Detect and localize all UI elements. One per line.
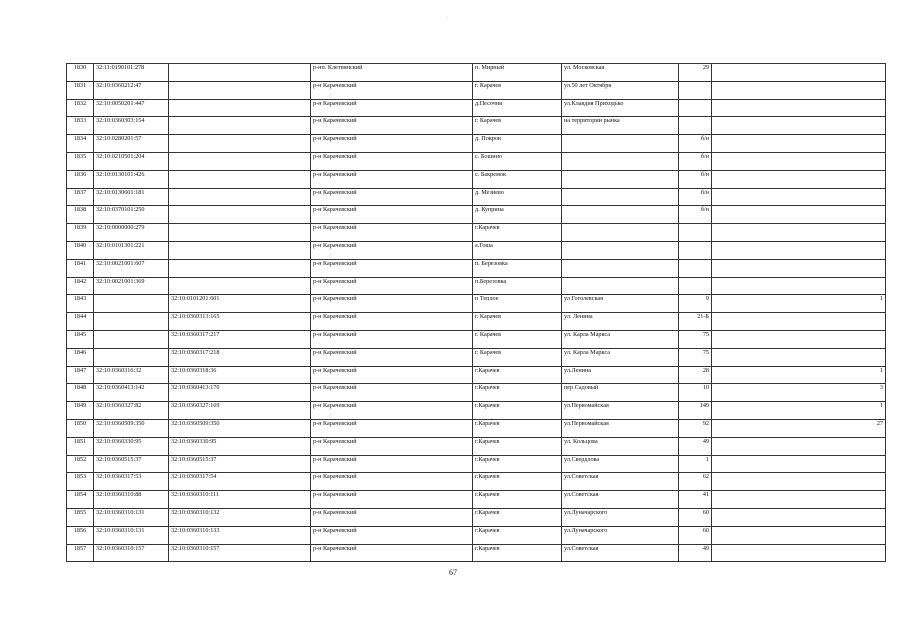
district-cell: р-н Карачевский [311, 384, 473, 402]
house-number-cell: 60 [679, 508, 712, 526]
apartment-cell: 3 [712, 384, 886, 402]
settlement-cell: г.Карачев [473, 419, 562, 437]
street-cell: ул.Свердлова [562, 455, 679, 473]
settlement-cell: д.Песочня [473, 99, 562, 117]
street-cell [562, 188, 679, 206]
row-number-cell: 1844 [67, 313, 94, 331]
row-number-cell: 1838 [67, 206, 94, 224]
house-number-cell: 75 [679, 348, 712, 366]
house-number-cell: 1 [679, 455, 712, 473]
table-row [67, 473, 886, 491]
settlement-cell: г.Карачев [473, 402, 562, 420]
street-cell: ул. Карла Маркса [562, 348, 679, 366]
registry-table-body [67, 64, 886, 562]
cadastral-number-cell: 32:10:0280201:57 [94, 135, 169, 153]
settlement-cell: д. Покров [473, 135, 562, 153]
cadastral-number-cell: 32:10:0360303:154 [94, 117, 169, 135]
district-cell: р-нп. Клетнянский [311, 64, 473, 82]
settlement-cell: г.Карачев [473, 224, 562, 242]
cadastral-number-cell: 32:10:0360310:131 [94, 526, 169, 544]
apartment-cell: 1 [712, 366, 886, 384]
street-cell: ул.Ленина [562, 366, 679, 384]
row-number-cell: 1843 [67, 295, 94, 313]
district-cell: р-н Карачевский [311, 224, 473, 242]
apartment-cell [712, 330, 886, 348]
apartment-cell [712, 277, 886, 295]
district-cell: р-н Карачевский [311, 81, 473, 99]
street-cell: на территории рынка [562, 117, 679, 135]
cadastral-number-cell: 32:10:0130601:181 [94, 188, 169, 206]
house-number-cell [679, 277, 712, 295]
table-row [67, 402, 886, 420]
district-cell: р-н Карачевский [311, 348, 473, 366]
district-cell: р-н Карачевский [311, 544, 473, 562]
street-cell [562, 206, 679, 224]
cadastral-number-cell: 32:10:0210501:204 [94, 152, 169, 170]
object-cadastral-number-cell: 32:10:0360310:157 [169, 544, 311, 562]
object-cadastral-number-cell [169, 64, 311, 82]
street-cell: ул.Луначарского [562, 508, 679, 526]
settlement-cell: г. Карачев [473, 117, 562, 135]
district-cell: р-н Карачевский [311, 366, 473, 384]
street-cell: ул.Клавдия Приходько [562, 99, 679, 117]
district-cell: р-н Карачевский [311, 402, 473, 420]
apartment-cell [712, 437, 886, 455]
apartment-cell [712, 241, 886, 259]
district-cell: р-н Карачевский [311, 135, 473, 153]
settlement-cell: г. Карачев [473, 313, 562, 331]
settlement-cell: г.Карачев [473, 455, 562, 473]
house-number-cell: 41 [679, 491, 712, 509]
street-cell [562, 259, 679, 277]
object-cadastral-number-cell: 32:10:0360515:37 [169, 455, 311, 473]
row-number-cell: 1840 [67, 241, 94, 259]
cadastral-number-cell: 32:10:0130101:426 [94, 170, 169, 188]
object-cadastral-number-cell [169, 152, 311, 170]
district-cell: р-н Карачевский [311, 188, 473, 206]
apartment-cell [712, 491, 886, 509]
object-cadastral-number-cell [169, 277, 311, 295]
table-row [67, 455, 886, 473]
district-cell: р-н Карачевский [311, 241, 473, 259]
street-cell: ул. Ленина [562, 313, 679, 331]
cadastral-number-cell: 32:10:0360509:350 [94, 419, 169, 437]
street-cell: ул.Советская [562, 544, 679, 562]
apartment-cell [712, 526, 886, 544]
street-cell: ул Гоголевская [562, 295, 679, 313]
table-row [67, 224, 886, 242]
apartment-cell [712, 224, 886, 242]
settlement-cell: г.Карачев [473, 526, 562, 544]
street-cell [562, 152, 679, 170]
registry-table [66, 63, 886, 562]
table-row [67, 64, 886, 82]
apartment-cell [712, 259, 886, 277]
street-cell: ул. Кольцова [562, 437, 679, 455]
apartment-cell [712, 64, 886, 82]
street-cell: ул. Карла Маркса [562, 330, 679, 348]
row-number-cell: 1846 [67, 348, 94, 366]
row-number-cell: 1850 [67, 419, 94, 437]
table-row [67, 526, 886, 544]
object-cadastral-number-cell: 32:10:0360310:132 [169, 508, 311, 526]
object-cadastral-number-cell: 32:10:0360317:54 [169, 473, 311, 491]
apartment-cell [712, 473, 886, 491]
settlement-cell: п.Березовка [473, 277, 562, 295]
cadastral-number-cell: 32:10:0101301:221 [94, 241, 169, 259]
house-number-cell [679, 99, 712, 117]
object-cadastral-number-cell: 32:10:0360318:36 [169, 366, 311, 384]
object-cadastral-number-cell: 32:10:0360509:350 [169, 419, 311, 437]
apartment-cell [712, 135, 886, 153]
table-row [67, 117, 886, 135]
house-number-cell: 62 [679, 473, 712, 491]
house-number-cell: 149 [679, 402, 712, 420]
district-cell: р-н Карачевский [311, 170, 473, 188]
table-row [67, 241, 886, 259]
settlement-cell: г. Карачев [473, 330, 562, 348]
house-number-cell: 9 [679, 295, 712, 313]
object-cadastral-number-cell: 32:10:0360413:170 [169, 384, 311, 402]
settlement-cell: г.Карачев [473, 491, 562, 509]
street-cell [562, 241, 679, 259]
cadastral-number-cell: 32:10:0360317:53 [94, 473, 169, 491]
object-cadastral-number-cell [169, 259, 311, 277]
house-number-cell: б/н [679, 135, 712, 153]
row-number-cell: 1831 [67, 81, 94, 99]
cadastral-number-cell [94, 348, 169, 366]
apartment-cell [712, 206, 886, 224]
district-cell: р-н Карачевский [311, 508, 473, 526]
apartment-cell [712, 348, 886, 366]
row-number-cell: 1830 [67, 64, 94, 82]
house-number-cell: 49 [679, 544, 712, 562]
object-cadastral-number-cell [169, 224, 311, 242]
settlement-cell: г. Карачев [473, 81, 562, 99]
row-number-cell: 1849 [67, 402, 94, 420]
settlement-cell: а.Гоша [473, 241, 562, 259]
table-row [67, 277, 886, 295]
cadastral-number-cell: 32:10:0360330:95 [94, 437, 169, 455]
cadastral-number-cell [94, 313, 169, 331]
cadastral-number-cell: 32:10:0360327:82 [94, 402, 169, 420]
object-cadastral-number-cell [169, 135, 311, 153]
street-cell: ул.Советская [562, 491, 679, 509]
apartment-cell [712, 188, 886, 206]
row-number-cell: 1832 [67, 99, 94, 117]
street-cell: пер.Садовый [562, 384, 679, 402]
cadastral-number-cell [94, 295, 169, 313]
table-row [67, 295, 886, 313]
table-row [67, 491, 886, 509]
table-row [67, 135, 886, 153]
cadastral-number-cell: 32:10:0360212:47 [94, 81, 169, 99]
cadastral-number-cell: 32:10:0360310:88 [94, 491, 169, 509]
apartment-cell [712, 117, 886, 135]
street-cell [562, 277, 679, 295]
settlement-cell: г.Карачев [473, 384, 562, 402]
district-cell: р-н Карачевский [311, 152, 473, 170]
object-cadastral-number-cell [169, 170, 311, 188]
district-cell: р-н Карачевский [311, 419, 473, 437]
row-number-cell: 1845 [67, 330, 94, 348]
settlement-cell: с. Бакремок [473, 170, 562, 188]
settlement-cell: г. Карачев [473, 348, 562, 366]
object-cadastral-number-cell [169, 206, 311, 224]
table-row [67, 366, 886, 384]
table-row [67, 313, 886, 331]
house-number-cell: 10 [679, 384, 712, 402]
apartment-cell [712, 508, 886, 526]
table-row [67, 348, 886, 366]
object-cadastral-number-cell: 32:10:0360310:111 [169, 491, 311, 509]
district-cell: р-н Карачевский [311, 259, 473, 277]
cadastral-number-cell [94, 330, 169, 348]
object-cadastral-number-cell [169, 188, 311, 206]
apartment-cell [712, 455, 886, 473]
cadastral-number-cell: 32:10:0370101:250 [94, 206, 169, 224]
settlement-cell: г.Карачев [473, 366, 562, 384]
table-row [67, 81, 886, 99]
table-row [67, 259, 886, 277]
street-cell: ул.Первомайская [562, 402, 679, 420]
table-row [67, 384, 886, 402]
settlement-cell: г.Карачев [473, 544, 562, 562]
apartment-cell: 1 [712, 402, 886, 420]
house-number-cell: б/н [679, 188, 712, 206]
settlement-cell: п. Березовка [473, 259, 562, 277]
settlement-cell: г.Карачев [473, 437, 562, 455]
district-cell: р-н Карачевский [311, 117, 473, 135]
apartment-cell [712, 99, 886, 117]
cadastral-number-cell: 32:10:0000000:279 [94, 224, 169, 242]
apartment-cell: 27 [712, 419, 886, 437]
cadastral-number-cell: 32:10:0050201:447 [94, 99, 169, 117]
cadastral-number-cell: 32:10:0360515:37 [94, 455, 169, 473]
table-row [67, 170, 886, 188]
apartment-cell: 1 [712, 295, 886, 313]
row-number-cell: 1847 [67, 366, 94, 384]
settlement-cell: д. Мезиево [473, 188, 562, 206]
table-row [67, 508, 886, 526]
row-number-cell: 1839 [67, 224, 94, 242]
house-number-cell: 60 [679, 526, 712, 544]
row-number-cell: 1837 [67, 188, 94, 206]
top-mark: . [446, 14, 448, 20]
house-number-cell: 21-Б [679, 313, 712, 331]
table-row [67, 152, 886, 170]
settlement-cell: п. Мирный [473, 64, 562, 82]
row-number-cell: 1851 [67, 437, 94, 455]
object-cadastral-number-cell [169, 81, 311, 99]
house-number-cell: б/н [679, 152, 712, 170]
house-number-cell: 75 [679, 330, 712, 348]
house-number-cell [679, 259, 712, 277]
object-cadastral-number-cell [169, 117, 311, 135]
house-number-cell: б/н [679, 206, 712, 224]
district-cell: р-н Карачевский [311, 330, 473, 348]
cadastral-number-cell: 32:10:0360413:142 [94, 384, 169, 402]
settlement-cell: г.Карачев [473, 473, 562, 491]
street-cell: ул. Московская [562, 64, 679, 82]
street-cell: ул.Советская [562, 473, 679, 491]
row-number-cell: 1835 [67, 152, 94, 170]
district-cell: р-н Карачевский [311, 99, 473, 117]
apartment-cell [712, 152, 886, 170]
row-number-cell: 1857 [67, 544, 94, 562]
street-cell: ул.Первомайская [562, 419, 679, 437]
cadastral-number-cell: 32:10:0021001:369 [94, 277, 169, 295]
street-cell: ул.Луначарского [562, 526, 679, 544]
apartment-cell [712, 313, 886, 331]
settlement-cell: г.Карачев [473, 508, 562, 526]
district-cell: р-н Карачевский [311, 277, 473, 295]
apartment-cell [712, 81, 886, 99]
house-number-cell: 92 [679, 419, 712, 437]
row-number-cell: 1848 [67, 384, 94, 402]
row-number-cell: 1836 [67, 170, 94, 188]
house-number-cell: 29 [679, 64, 712, 82]
page-number: 67 [449, 568, 457, 577]
row-number-cell: 1856 [67, 526, 94, 544]
object-cadastral-number-cell: 32:10:0101201:601 [169, 295, 311, 313]
row-number-cell: 1841 [67, 259, 94, 277]
object-cadastral-number-cell [169, 99, 311, 117]
row-number-cell: 1852 [67, 455, 94, 473]
object-cadastral-number-cell: 32:10:0360330:95 [169, 437, 311, 455]
table-row [67, 206, 886, 224]
table-row [67, 437, 886, 455]
district-cell: р-н Карачевский [311, 473, 473, 491]
settlement-cell: с. Бошино [473, 152, 562, 170]
row-number-cell: 1842 [67, 277, 94, 295]
object-cadastral-number-cell [169, 241, 311, 259]
district-cell: р-н Карачевский [311, 526, 473, 544]
house-number-cell: б/н [679, 170, 712, 188]
table-row [67, 188, 886, 206]
table-row [67, 419, 886, 437]
district-cell: р-н Карачевский [311, 455, 473, 473]
house-number-cell [679, 117, 712, 135]
house-number-cell [679, 81, 712, 99]
object-cadastral-number-cell: 32:10:0360317:217 [169, 330, 311, 348]
street-cell: ул.50 лет Октября [562, 81, 679, 99]
object-cadastral-number-cell: 32:10:0360327:169 [169, 402, 311, 420]
settlement-cell: д. Куприна [473, 206, 562, 224]
object-cadastral-number-cell: 32:10:0360313:165 [169, 313, 311, 331]
object-cadastral-number-cell: 32:10:0360310:133 [169, 526, 311, 544]
house-number-cell: 28 [679, 366, 712, 384]
cadastral-number-cell: 32:10:0360310:131 [94, 508, 169, 526]
house-number-cell [679, 241, 712, 259]
cadastral-number-cell: 32:10:0360316:32 [94, 366, 169, 384]
district-cell: р-н Карачевский [311, 437, 473, 455]
object-cadastral-number-cell: 32:10:0360317:218 [169, 348, 311, 366]
cadastral-number-cell: 32:11:0190101:278 [94, 64, 169, 82]
settlement-cell: п Теплое [473, 295, 562, 313]
house-number-cell [679, 224, 712, 242]
district-cell: р-н Карачевский [311, 491, 473, 509]
district-cell: р-н Карачевский [311, 295, 473, 313]
row-number-cell: 1854 [67, 491, 94, 509]
district-cell: р-н Карачевский [311, 206, 473, 224]
district-cell: р-н Карачевский [311, 313, 473, 331]
table-row [67, 544, 886, 562]
house-number-cell: 49 [679, 437, 712, 455]
cadastral-number-cell: 32:10:0021001:607 [94, 259, 169, 277]
apartment-cell [712, 544, 886, 562]
row-number-cell: 1855 [67, 508, 94, 526]
street-cell [562, 170, 679, 188]
street-cell [562, 135, 679, 153]
apartment-cell [712, 170, 886, 188]
row-number-cell: 1853 [67, 473, 94, 491]
street-cell [562, 224, 679, 242]
cadastral-number-cell: 32:10:0360310:157 [94, 544, 169, 562]
table-row [67, 99, 886, 117]
row-number-cell: 1833 [67, 117, 94, 135]
table-row [67, 330, 886, 348]
row-number-cell: 1834 [67, 135, 94, 153]
